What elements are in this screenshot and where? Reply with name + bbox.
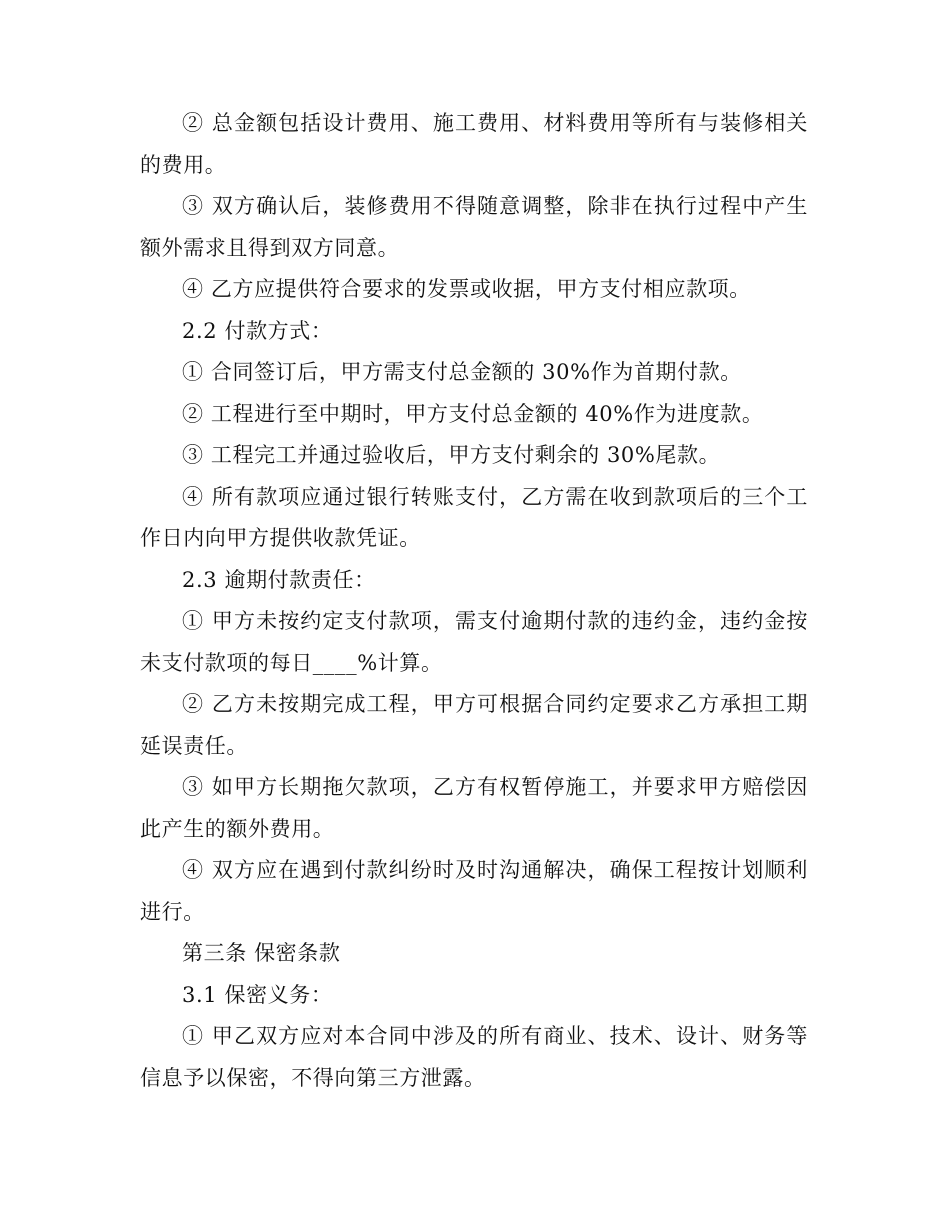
paragraph-fee-adjustment: ③ 双方确认后，装修费用不得随意调整，除非在执行过程中产生额外需求且得到双方同意。	[140, 194, 808, 260]
paragraph-final-payment: ③ 工程完工并通过验收后，甲方支付剩余的 30%尾款。	[182, 443, 721, 467]
heading-confidentiality-duty: 3.1 保密义务：	[182, 982, 333, 1007]
heading-article-three: 第三条 保密条款	[182, 941, 341, 965]
paragraph-confidentiality: ① 甲乙双方应对本合同中涉及的所有商业、技术、设计、财务等信息予以保密，不得向第三方泄露。	[140, 1024, 808, 1090]
paragraph-late-fee: ① 甲方未按约定支付款项，需支付逾期付款的违约金，违约金按未支付款项的每日____%计算。	[140, 609, 808, 675]
paragraph-bank-transfer: ④ 所有款项应通过银行转账支付，乙方需在收到款项后的三个工作日内向甲方提供收款凭证。	[140, 484, 808, 550]
heading-payment-method: 2.2 付款方式：	[182, 318, 333, 343]
paragraph-delay-liability: ② 乙方未按期完成工程，甲方可根据合同约定要求乙方承担工期延误责任。	[140, 692, 808, 758]
document-body	[140, 103, 808, 1099]
paragraph-first-payment: ① 合同签订后，甲方需支付总金额的 30%作为首期付款。	[182, 360, 742, 384]
paragraph-suspend-work: ③ 如甲方长期拖欠款项，乙方有权暂停施工，并要求甲方赔偿因此产生的额外费用。	[140, 775, 808, 841]
paragraph-invoice: ④ 乙方应提供符合要求的发票或收据，甲方支付相应款项。	[182, 277, 751, 301]
paragraph-progress-payment: ② 工程进行至中期时，甲方支付总金额的 40%作为进度款。	[182, 401, 764, 426]
paragraph-total-amount-scope: ② 总金额包括设计费用、施工费用、材料费用等所有与装修相关的费用。	[140, 111, 808, 177]
heading-late-payment: 2.3 逾期付款责任：	[182, 567, 376, 592]
paragraph-dispute: ④ 双方应在遇到付款纠纷时及时沟通解决，确保工程按计划顺利进行。	[140, 858, 808, 924]
